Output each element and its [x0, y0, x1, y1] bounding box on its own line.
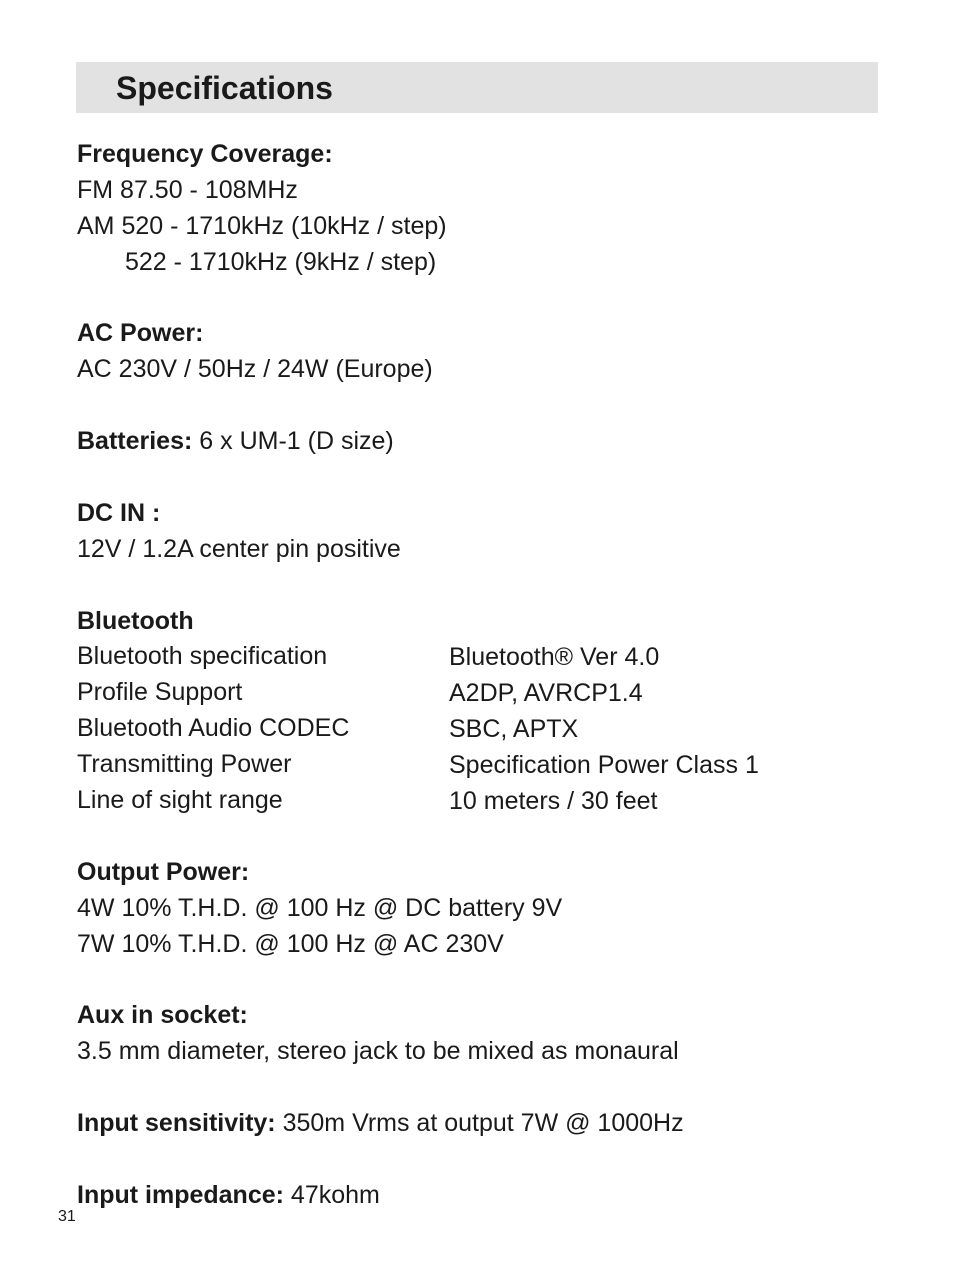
frequency-fm: FM 87.50 - 108MHz	[77, 175, 298, 204]
input-sensitivity-label: Input sensitivity:	[77, 1109, 276, 1138]
dc-in-heading: DC IN :	[77, 498, 161, 527]
bluetooth-row-label: Transmitting Power	[77, 750, 292, 779]
frequency-heading: Frequency Coverage:	[77, 140, 333, 168]
ac-power-value: AC 230V / 50Hz / 24W (Europe)	[77, 355, 433, 384]
batteries-line	[77, 424, 897, 460]
bluetooth-row-value: Bluetooth® Ver 4.0	[449, 643, 660, 672]
ac-power-heading: AC Power:	[77, 319, 204, 348]
frequency-am-1: AM 520 - 1710kHz (10kHz / step)	[77, 211, 447, 240]
bluetooth-row-label: Bluetooth specification	[77, 642, 328, 671]
frequency-am-2: 522 - 1710kHz (9kHz / step)	[125, 247, 437, 276]
bluetooth-row	[77, 639, 897, 675]
input-impedance-label: Input impedance:	[77, 1180, 284, 1209]
input-impedance-line	[77, 1178, 897, 1214]
batteries-value: 6 x UM-1 (D size)	[192, 427, 394, 456]
aux-in-heading: Aux in socket:	[77, 1001, 248, 1030]
spacer	[77, 962, 897, 998]
input-impedance-value: 47kohm	[283, 1180, 380, 1209]
spacer	[77, 1070, 897, 1106]
bluetooth-row-value: SBC, APTX	[449, 715, 579, 744]
output-power-heading: Output Power:	[77, 857, 250, 886]
output-power-line-2: 7W 10% T.H.D. @ 100 Hz @ AC 230V	[77, 929, 504, 958]
spacer	[77, 281, 897, 317]
input-sensitivity-line	[77, 1106, 897, 1142]
bluetooth-row-value: 10 meters / 30 feet	[449, 787, 658, 816]
bluetooth-row-label: Bluetooth Audio CODEC	[77, 714, 350, 743]
title-bar	[76, 62, 878, 113]
bluetooth-heading: Bluetooth	[77, 606, 194, 635]
bluetooth-row	[77, 747, 897, 783]
bluetooth-row	[77, 711, 897, 747]
page-number: 31	[58, 1208, 76, 1225]
bluetooth-row	[77, 783, 897, 819]
output-power-line-1: 4W 10% T.H.D. @ 100 Hz @ DC battery 9V	[77, 893, 563, 922]
spacer	[77, 819, 897, 855]
bluetooth-row-value: A2DP, AVRCP1.4	[449, 679, 643, 708]
batteries-label: Batteries:	[77, 427, 193, 456]
bluetooth-row-value: Specification Power Class 1	[449, 751, 759, 780]
dc-in-value: 12V / 1.2A center pin positive	[77, 534, 401, 563]
bluetooth-row-label: Profile Support	[77, 678, 243, 707]
spacer	[77, 568, 897, 604]
spacer	[77, 388, 897, 424]
bluetooth-row-label: Line of sight range	[77, 786, 283, 815]
spacer	[77, 460, 897, 496]
aux-in-value: 3.5 mm diameter, stereo jack to be mixed as monaural	[77, 1037, 679, 1066]
specifications-content	[77, 137, 897, 1214]
page-title: Specifications	[116, 70, 333, 106]
spacer	[77, 1142, 897, 1178]
input-sensitivity-value: 350m Vrms at output 7W @ 1000Hz	[275, 1109, 684, 1138]
bluetooth-row	[77, 675, 897, 711]
